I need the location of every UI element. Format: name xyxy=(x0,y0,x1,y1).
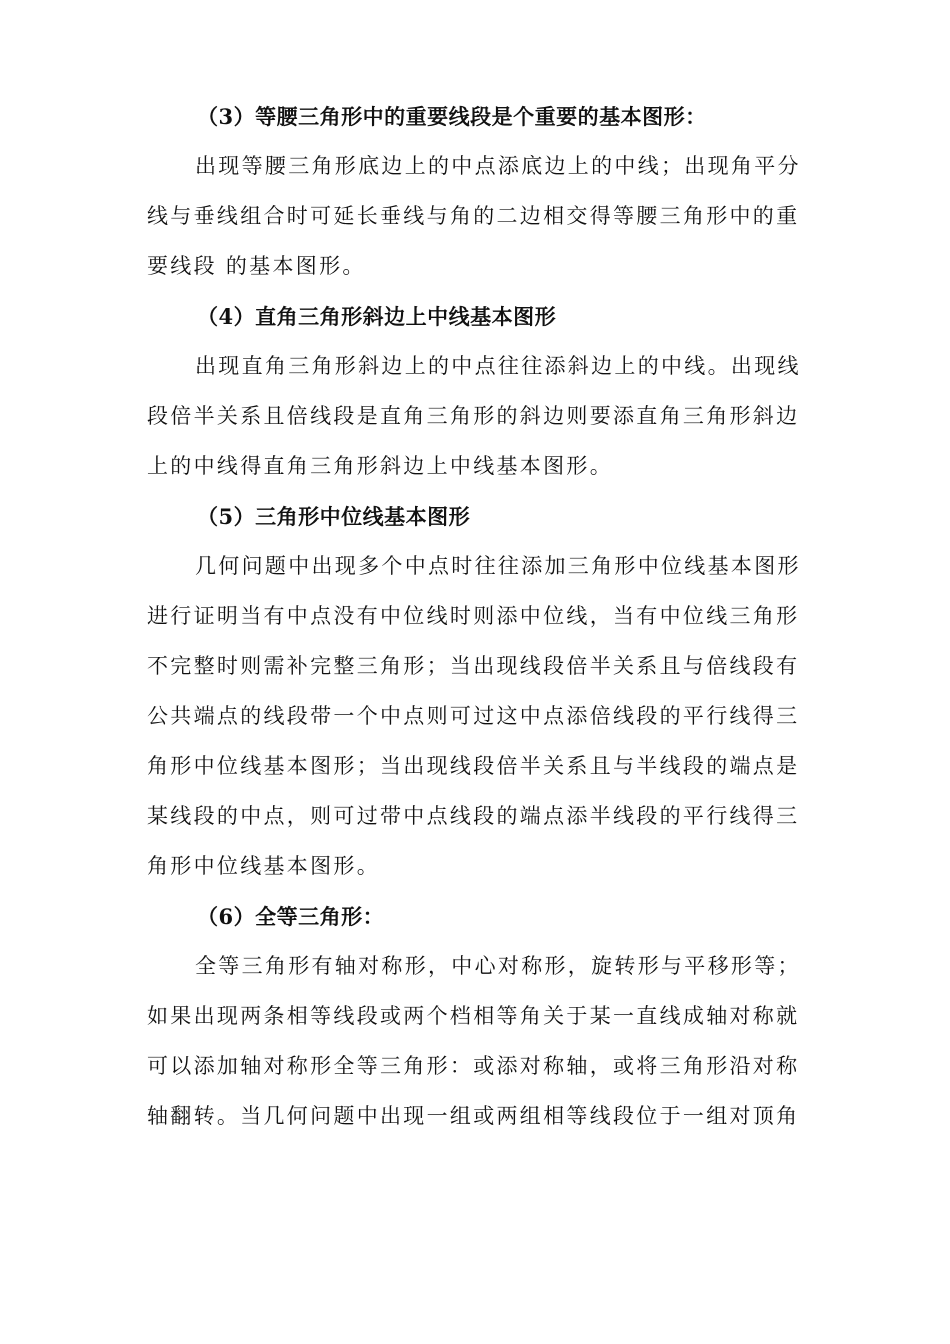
section-3-line-3: 要线段 的基本图形。 xyxy=(147,254,366,278)
section-5-line-2: 进行证明当有中点没有中位线时则添中位线，当有中位线三角形 xyxy=(147,604,800,628)
section-4-line-1: 出现直角三角形斜边上的中点往往添斜边上的中线。出现线 xyxy=(195,354,801,378)
section-6-line-3: 可以添加轴对称形全等三角形：或添对称轴，或将三角形沿对称 xyxy=(147,1054,800,1078)
section-6-heading: （6）全等三角形： xyxy=(197,904,385,929)
section-5-line-7: 角形中位线基本图形。 xyxy=(147,854,380,878)
section-4-heading: （4）直角三角形斜边上中线基本图形 xyxy=(197,304,557,329)
section-4-line-3: 上的中线得直角三角形斜边上中线基本图形。 xyxy=(147,454,613,478)
section-3-heading: （3）等腰三角形中的重要线段是个重要的基本图形： xyxy=(197,104,707,129)
section-3-line-1: 出现等腰三角形底边上的中点添底边上的中线；出现角平分 xyxy=(195,154,801,178)
section-4-line-2: 段倍半关系且倍线段是直角三角形的斜边则要添直角三角形斜边 xyxy=(147,404,800,428)
section-3-line-2: 线与垂线组合时可延长垂线与角的二边相交得等腰三角形中的重 xyxy=(147,204,800,228)
section-6-line-4: 轴翻转。当几何问题中出现一组或两组相等线段位于一组对顶角 xyxy=(147,1104,800,1128)
section-5-heading: （5）三角形中位线基本图形 xyxy=(197,504,471,529)
section-5-line-5: 角形中位线基本图形；当出现线段倍半关系且与半线段的端点是 xyxy=(147,754,800,778)
section-5-line-3: 不完整时则需补完整三角形；当出现线段倍半关系且与倍线段有 xyxy=(147,654,800,678)
section-5-line-6: 某线段的中点，则可过带中点线段的端点添半线段的平行线得三 xyxy=(147,804,800,828)
section-6-line-2: 如果出现两条相等线段或两个档相等角关于某一直线成轴对称就 xyxy=(147,1004,800,1028)
section-6-line-1: 全等三角形有轴对称形，中心对称形，旋转形与平移形等； xyxy=(195,954,801,978)
section-5-line-4: 公共端点的线段带一个中点则可过这中点添倍线段的平行线得三 xyxy=(147,704,800,728)
section-5-line-1: 几何问题中出现多个中点时往往添加三角形中位线基本图形 xyxy=(195,554,801,578)
